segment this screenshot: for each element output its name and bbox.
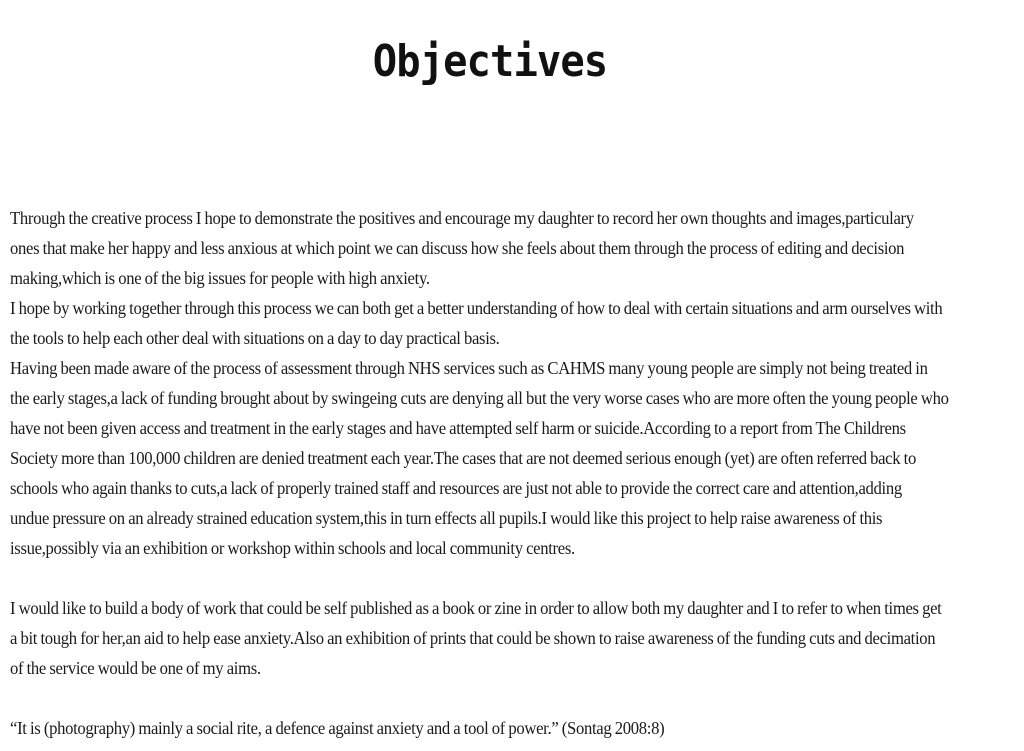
paragraph-gap: [10, 563, 1010, 593]
paragraph-creative-process: [10, 203, 1010, 293]
paragraph-nhs-assessment: [10, 353, 1010, 563]
text-line: schools who again thanks to cuts,a lack of properly trained staff and resources are just not able to provide the correct care and attention,adding: [10, 478, 902, 498]
text-line: undue pressure on an already strained education system,this in turn effects all pupils.I would like this project to help raise awareness of this: [10, 508, 883, 528]
paragraph-working-together: [10, 293, 1010, 353]
paragraph-body-of-work: [10, 593, 1010, 683]
text-line: Society more than 100,000 children are denied treatment each year.The cases that are not deemed serious enough (yet) are often referred back to: [10, 448, 916, 468]
quote-sontag: [10, 713, 1010, 743]
quote-line: “It is (photography) mainly a social rite, a defence against anxiety and a tool of power.” (Sontag 2008:8): [10, 718, 665, 738]
body-text: [10, 203, 1010, 743]
text-line: issue,possibly via an exhibition or workshop within schools and local community centres.: [10, 538, 575, 558]
text-line: Through the creative process I hope to demonstrate the positives and encourage my daughter to record her own thoughts and images,particulary: [10, 208, 914, 228]
text-line: of the service would be one of my aims.: [10, 658, 261, 678]
paragraph-gap: [10, 683, 1010, 713]
text-line: have not been given access and treatment in the early stages and have attempted self harm or suicide.According to a report from The Childrens: [10, 418, 906, 438]
text-line: I would like to build a body of work that could be self published as a book or zine in order to allow both my daughter and I to refer to when times get: [10, 598, 942, 618]
text-line: Having been made aware of the process of assessment through NHS services such as CAHMS many young people are simply not being treated in: [10, 358, 928, 378]
text-line: making,which is one of the big issues for people with high anxiety.: [10, 268, 430, 288]
text-line: I hope by working together through this process we can both get a better understanding of how to deal with certain situations and arm ourselves with: [10, 298, 943, 318]
page-title: Objectives: [372, 36, 608, 87]
text-line: the early stages,a lack of funding brought about by swingeing cuts are denying all but the very worse cases who are more often the young people who: [10, 388, 949, 408]
text-line: the tools to help each other deal with situations on a day to day practical basis.: [10, 328, 500, 348]
text-line: a bit tough for her,an aid to help ease anxiety.Also an exhibition of prints that could be shown to raise awareness of the funding cuts and decimation: [10, 628, 936, 648]
text-line: ones that make her happy and less anxious at which point we can discuss how she feels about them through the process of editing and decision: [10, 238, 905, 258]
